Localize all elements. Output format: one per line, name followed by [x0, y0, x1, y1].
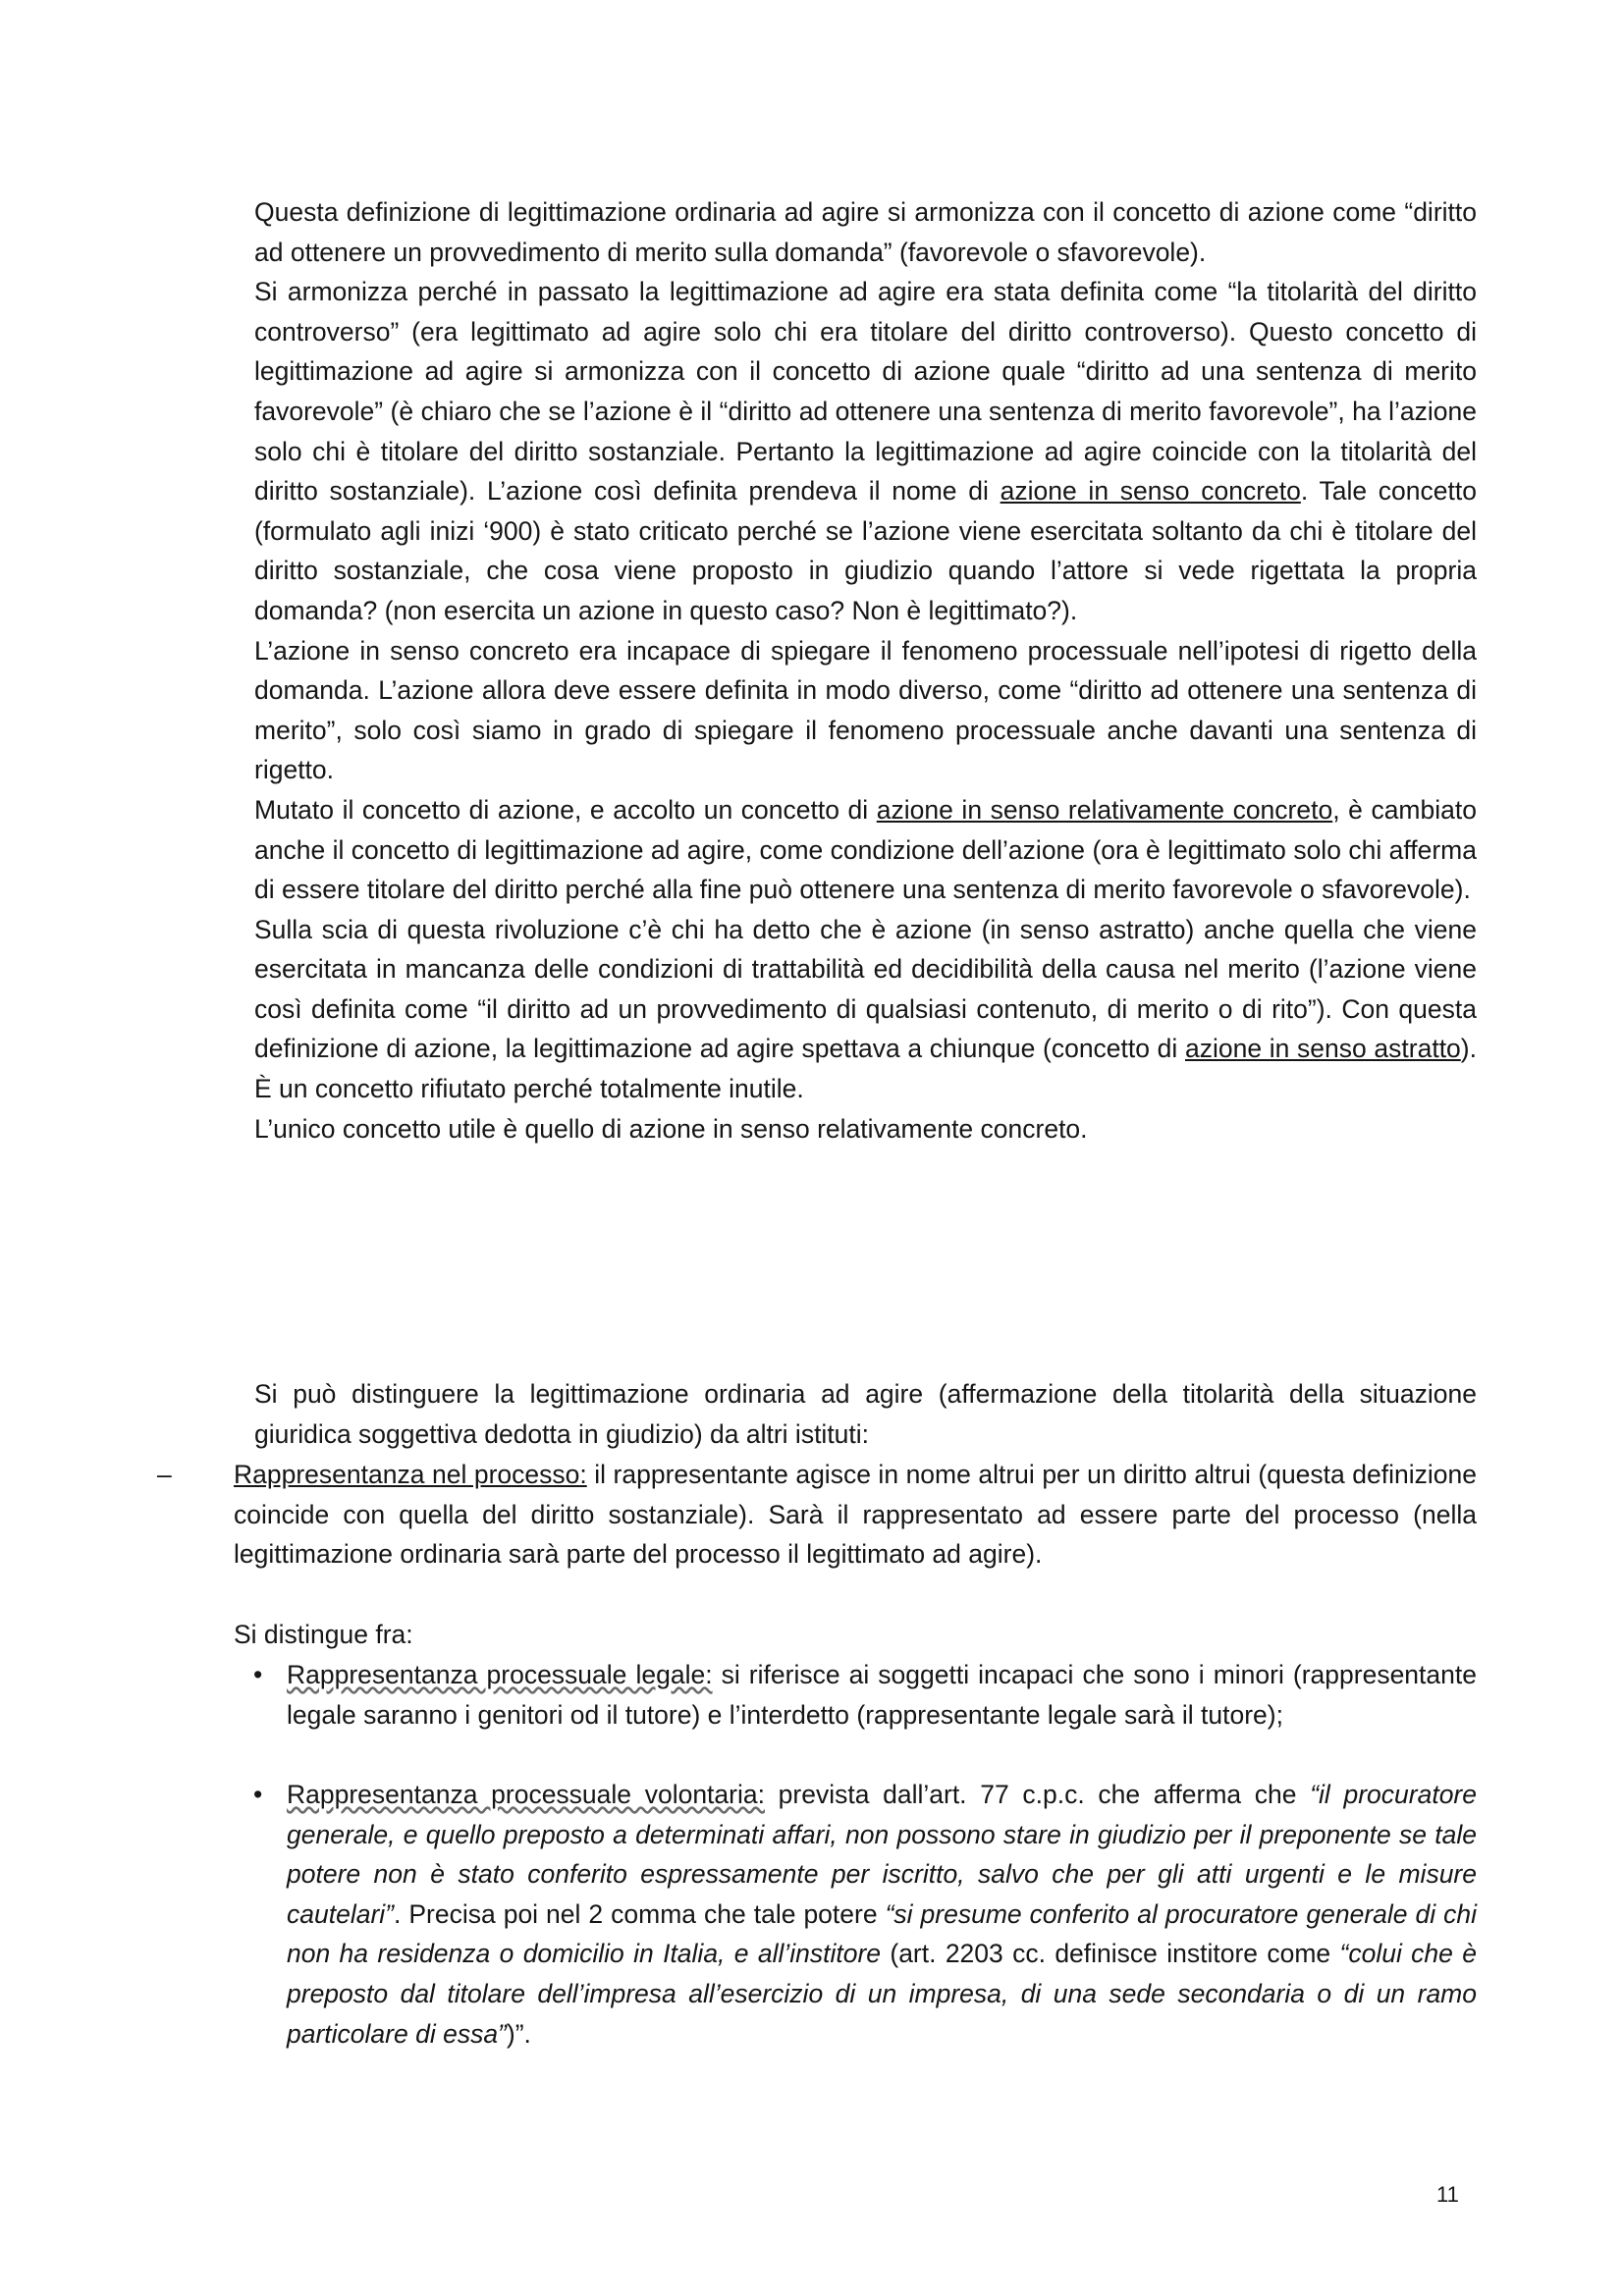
item-text: . Precisa poi nel 2 comma che tale potere [394, 1898, 886, 1929]
quote-presunzione: “si presume conferito al procuratore generale di chi non ha residenza o domicilio in Italia, e all’institore [287, 1898, 1477, 1969]
quote-art-77: “il procuratore generale, e quello preposto a determinati affari, non possono stare in giudizio per il preponente se tale potere non è stato conferito espressamente per iscritto, salvo che per gli atti urgenti e le misure cautelari” [287, 1780, 1477, 1929]
text-segment: Questa definizione di legittimazione ordinaria ad agire si armonizza con il concetto di azione come “diritto ad ottenere un provvedimento di merito sulla domanda” (favorevole o sfavorevole). [254, 197, 1477, 267]
text-segment: . Tale concetto (formulato agli inizi ‘900) è stato criticato perché se l’azione viene esercitata soltanto da chi è titolare del diritto sostanziale, che cosa viene proposto in giudizio quando l’attore si vede rigettata la propria domanda? (non esercita un azione in questo caso? Non è legittimato?). [254, 476, 1477, 625]
dash-marker: – [157, 1460, 172, 1489]
text-segment: L’azione in senso concreto era incapace di spiegare il fenomeno processuale nell’ipotesi di rigetto della domanda. L’azione allora deve essere definita in modo diverso, come “diritto ad ottenere una sentenza di merito”, solo così siamo in grado di spiegare il fenomeno processuale anche davanti una sentenza di rigetto. [254, 635, 1477, 785]
text-segment: ). È un concetto rifiutato perché totalmente inutile. [254, 1034, 1477, 1104]
item-text: (art. 2203 cc. definisce institore come [881, 1939, 1340, 1969]
subheading-si-distingue: Si distingue fra: [234, 1620, 413, 1649]
text-segment: Si armonizza perché in passato la legittimazione ad agire era stata definita come “la titolarità del diritto controverso” (era legittimato ad agire solo chi era titolare del diritto controverso). Questo concetto di legittimazione ad agire si armonizza con il concetto di azione quale “diritto ad una sentenza di merito favorevole” (è chiaro che se l’azione è il “diritto ad ottenere una sentenza di merito favorevole”, ha l’azione solo chi è titolare del diritto sostanziale. Pertanto la legittimazione ad agire coincide con la titolarità del diritto sostanziale). L’azione così definita prendeva il nome di [254, 277, 1477, 507]
bullet-item-volontaria [253, 1775, 1477, 2054]
bullet-item-legale [253, 1655, 1477, 1735]
bullet-icon: • [253, 1660, 263, 1689]
item-text: il rappresentante agisce in nome altrui per un diritto altrui (questa definizione coincide con quella del diritto sostanziale). Sarà il rappresentato ad essere parte del processo (nella legittimazione ordinaria sarà parte del processo il legittimato ad agire). [234, 1460, 1477, 1570]
list-item-rappresentanza-processo [234, 1455, 1477, 1575]
paragraph-legittimazione [254, 192, 1477, 1148]
term-azione-senso-concreto: azione in senso concreto [1000, 476, 1301, 507]
item-label: Rappresentanza processuale volontaria: [287, 1780, 765, 1809]
text-segment: L’unico concetto utile è quello di azione in senso relativamente concreto. [254, 1113, 1088, 1144]
item-text: prevista dall’art. 77 c.p.c. che afferma che [764, 1780, 1311, 1809]
item-label: Rappresentanza nel processo: [234, 1460, 587, 1489]
item-label: Rappresentanza processuale legale: [287, 1660, 713, 1689]
paragraph-distinzione: Si può distinguere la legittimazione ordinaria ad agire (affermazione della titolarità della situazione giuridica soggettiva dedotta in giudizio) da altri istituti: [254, 1379, 1477, 1449]
item-text: )”. [506, 2018, 531, 2049]
item-text: si riferisce ai soggetti incapaci che sono i minori (rappresentante legale saranno i genitori od il tutore) e l’interdetto (rappresentante legale sarà il tutore); [287, 1660, 1477, 1730]
term-azione-senso-relativamente-concreto: azione in senso relativamente concreto [876, 794, 1333, 825]
bullet-icon: • [253, 1780, 263, 1809]
text-segment: , è cambiato anche il concetto di legittimazione ad agire, come condizione dell’azione (ora è legittimato solo chi afferma di essere titolare del diritto perché alla fine può ottenere una sentenza di merito favorevole o sfavorevole). [254, 794, 1477, 905]
text-segment: Sulla scia di questa rivoluzione c’è chi ha detto che è azione (in senso astratto) anche quella che viene esercitata in mancanza delle condizioni di trattabilità ed decidibilità della causa nel merito (l’azione viene così definita come “il diritto ad un provvedimento di qualsiasi contenuto, di merito o di rito”). Con questa definizione di azione, la legittimazione ad agire spettava a chiunque (concetto di [254, 914, 1477, 1064]
text-segment: Mutato il concetto di azione, e accolto un concetto di [254, 794, 869, 825]
term-azione-senso-astratto: azione in senso astratto [1184, 1034, 1461, 1064]
quote-art-2203: “colui che è preposto dal titolare dell’impresa all’esercizio di un impresa, di una sede secondaria o di un ramo particolare di essa” [287, 1939, 1477, 2049]
page-number: 11 [1436, 2182, 1459, 2207]
